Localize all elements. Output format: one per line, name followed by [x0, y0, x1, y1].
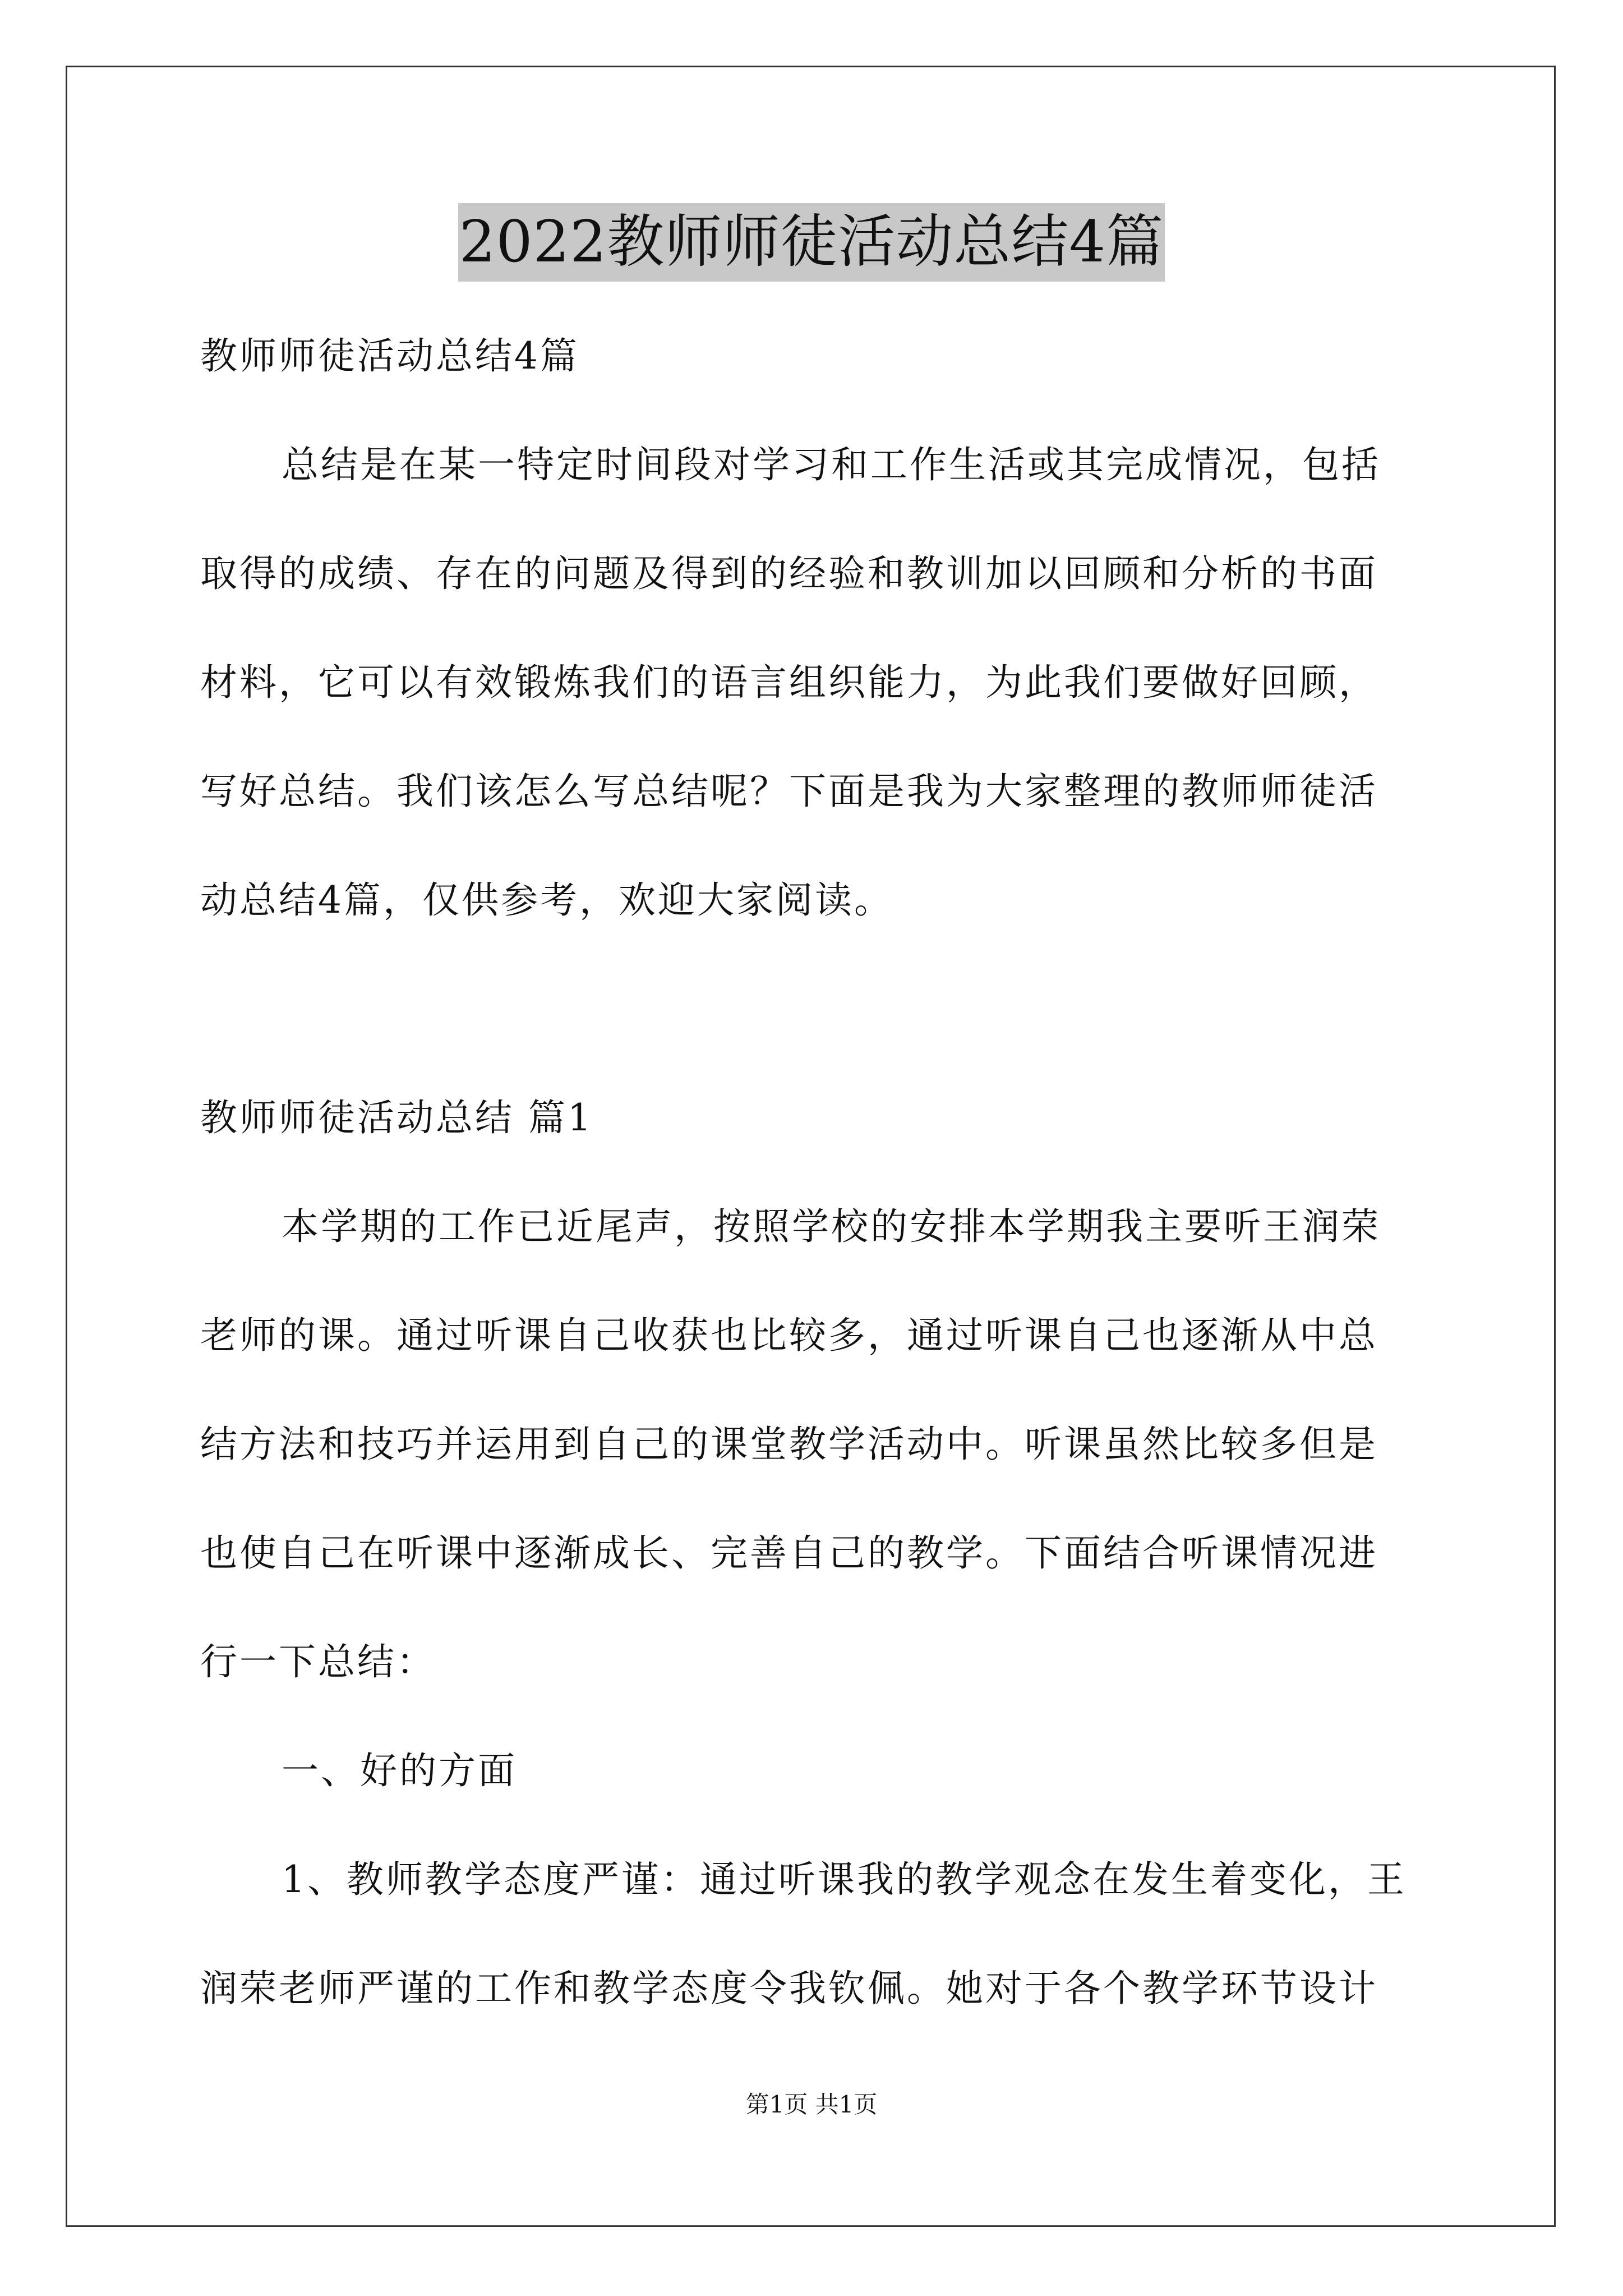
paragraph-line: 材料，它可以有效锻炼我们的语言组织能力，为此我们要做好回顾， [200, 661, 1378, 704]
document-subtitle: 教师师徒活动总结4篇 [200, 334, 579, 378]
subheading-good-aspects: 一、好的方面 [282, 1749, 517, 1792]
document-body [200, 302, 1428, 2043]
document-title: 2022教师师徒活动总结4篇 [458, 203, 1165, 282]
paragraph-line: 总结是在某一特定时间段对学习和工作生活或其完成情况，包括 [282, 443, 1381, 486]
paragraph-line: 润荣老师严谨的工作和教学态度令我钦佩。她对于各个教学环节设计 [200, 1967, 1378, 2010]
section-heading: 教师师徒活动总结 篇1 [200, 1096, 593, 1139]
page-number: 第1页 共1页 [745, 2091, 878, 2118]
paragraph-line: 写好总结。我们该怎么写总结呢？下面是我为大家整理的教师师徒活 [200, 770, 1378, 813]
paragraph-line: 取得的成绩、存在的问题及得到的经验和教训加以回顾和分析的书面 [200, 552, 1378, 595]
paragraph-line: 动总结4篇，仅供参考，欢迎大家阅读。 [200, 878, 893, 922]
paragraph-line: 1、教师教学态度严谨：通过听课我的教学观念在发生着变化，王 [282, 1858, 1407, 1901]
paragraph-line: 也使自己在听课中逐渐成长、完善自己的教学。下面结合听课情况进 [200, 1531, 1378, 1575]
intro-paragraph [200, 411, 1428, 955]
spacer [200, 955, 1428, 1064]
paragraph-line: 本学期的工作已近尾声，按照学校的安排本学期我主要听王润荣 [282, 1205, 1381, 1248]
paragraph-line: 结方法和技巧并运用到自己的课堂教学活动中。听课虽然比较多但是 [200, 1423, 1378, 1466]
item1-paragraph [200, 1825, 1428, 2043]
paragraph-line: 老师的课。通过听课自己收获也比较多，通过听课自己也逐渐从中总 [200, 1314, 1378, 1357]
title-container [0, 203, 1623, 282]
paragraph-line: 行一下总结： [200, 1640, 436, 1683]
section1-paragraph [200, 1172, 1428, 1717]
page-footer [0, 2088, 1623, 2122]
